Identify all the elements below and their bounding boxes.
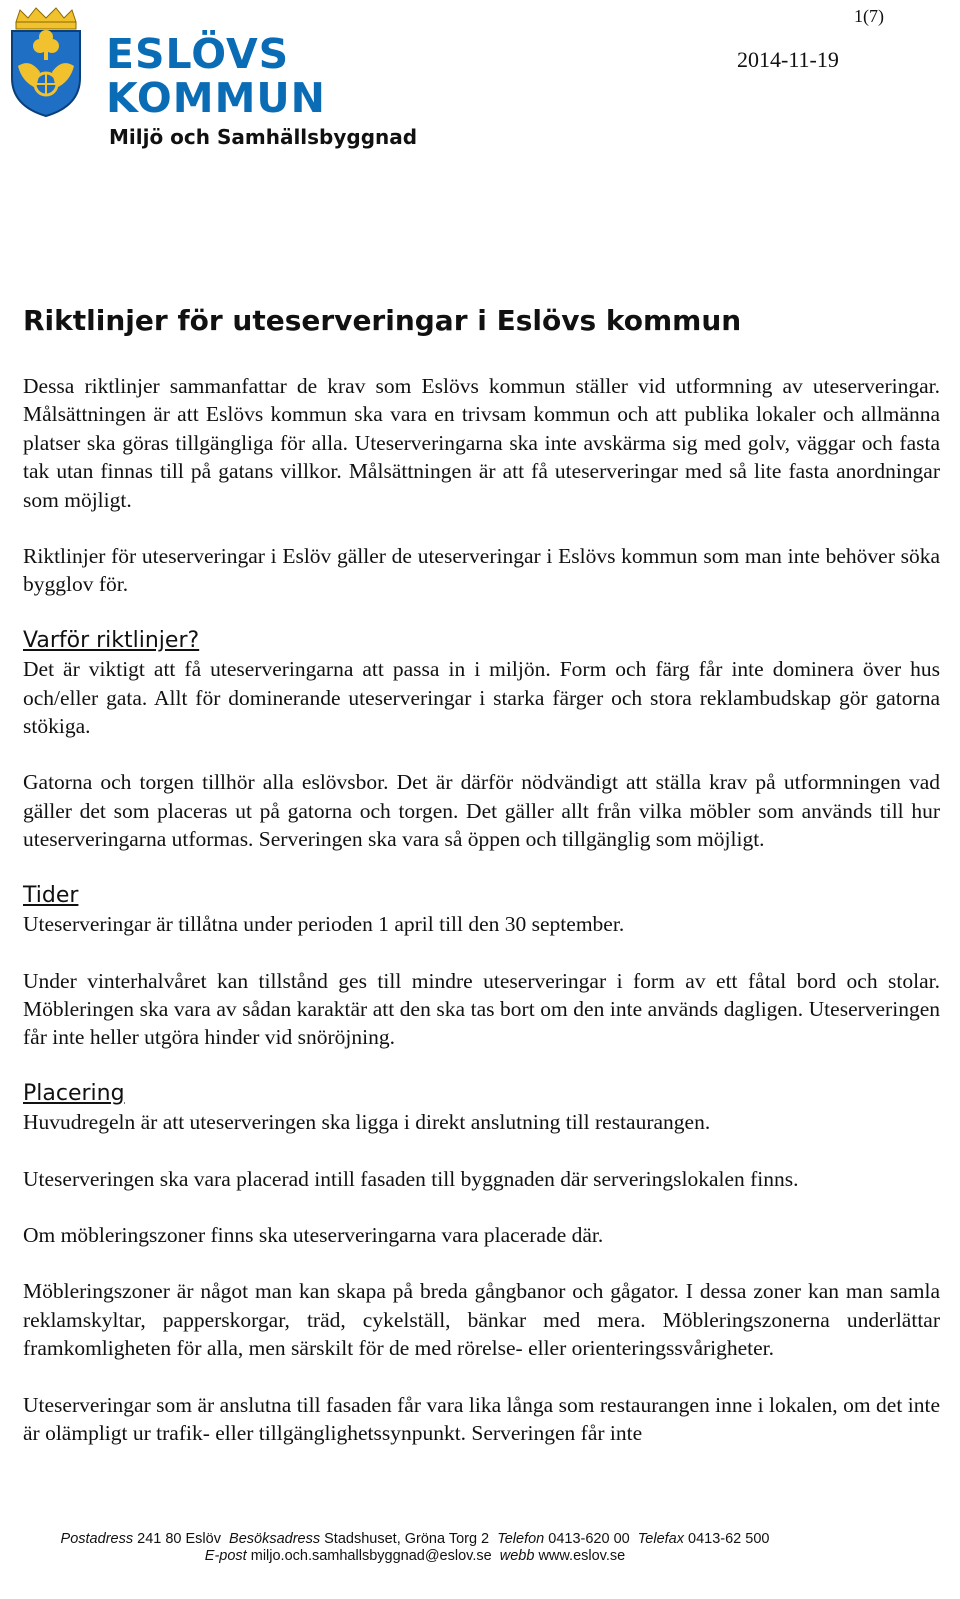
document-title: Riktlinjer för uteserveringar i Eslövs kommun [23,304,742,337]
footer-postal-value: 241 80 Eslöv [137,1531,221,1547]
footer-visit-value: Stadshuset, Gröna Torg 2 [324,1531,490,1547]
footer-postal-label: Postadress [60,1531,134,1547]
footer-email-link[interactable]: miljo.och.samhallsbyggnad@eslov.se [250,1548,492,1564]
body-paragraph: Uteserveringar som är anslutna till fasaden får vara lika långa som restaurangen inne i lokalen, om det inte är olämpligt ur trafik- eller tillgänglighetssynpunkt. Serveringen får inte [23,1392,940,1445]
body-paragraph: Om möbleringszoner finns ska uteserveringarna vara placerade där. [23,1222,604,1247]
footer-fax-label: Telefax [637,1531,684,1547]
footer-fax-value: 0413-62 500 [688,1531,770,1547]
footer-phone-label: Telefon [497,1531,545,1547]
body-paragraph: Gatorna och torgen tillhör alla eslövsbor. Det är därför nödvändigt att ställa krav på utformningen vad gäller det som placeras ut på gatorna och torgen. Det gäller allt från vilka möbler som används till hur uteserveringarna utformas. Serveringen ska vara så öppen och tillgänglig som möjligt. [23,770,940,852]
body-paragraph: Möbleringszoner är något man kan skapa på breda gångbanor och gågator. I dessa zoner kan man samla reklamskyltar, papperskorgar, träd, cykelställ, bänkar med mera. Möbleringszonerna underlättar framkomligheten för alla, men särskilt för de med rörelse- eller orienteringssvårigheter. [23,1279,940,1361]
footer-contact-line [0,1548,830,1564]
footer-phone-value: 0413-620 00 [548,1531,630,1547]
section-heading-why: Varför riktlinjer? [23,627,200,653]
logo-wordmark-line2: KOMMUN [106,74,326,122]
footer-address-line [0,1531,830,1547]
section-heading-placement: Placering [23,1080,125,1106]
page-number: 1(7) [854,6,884,26]
footer-email-label: E-post [204,1548,247,1564]
document-body [23,372,940,1447]
section-heading-times: Tider [23,882,79,908]
logo-wordmark-line1: ESLÖVS [106,30,290,78]
body-paragraph: Uteserveringen ska vara placerad intill fasaden till byggnaden där serveringslokalen finns. [23,1166,799,1191]
body-paragraph: Huvudregeln är att uteserveringen ska ligga i direkt anslutning till restaurangen. [23,1110,711,1135]
intro-paragraph: Riktlinjer för uteserveringar i Eslöv gäller de uteserveringar i Eslövs kommun som man inte behöver söka bygglov för. [23,544,940,597]
footer-web-link[interactable]: www.eslov.se [538,1548,626,1564]
footer-web-label: webb [499,1548,535,1564]
body-paragraph: Under vinterhalvåret kan tillstånd ges till mindre uteserveringar i form av ett fåtal bord och stolar. Möbleringen ska vara av sådan karaktär att den ska tas bort om den inte används dagligen. Uteserveringen får inte heller utgöra hinder vid snöröjning. [23,968,940,1050]
municipal-crest-logo [8,6,84,118]
body-paragraph: Uteserveringar är tillåtna under perioden 1 april till den 30 september. [23,912,625,937]
intro-paragraph: Dessa riktlinjer sammanfattar de krav som Eslövs kommun ställer vid utformning av uteserveringar. Målsättningen är att Eslövs kommun ska vara en trivsam kommun och att publika lokaler och allmänna platser ska göras tillgängliga för alla. Uteserveringarna ska inte avskärma sig med golv, väggar och fasta tak utan finnas till på gatans villkor. Målsättningen är att få uteserveringar med så lite fasta anordningar som möjligt. [23,374,940,512]
body-paragraph: Det är viktigt att få uteserveringarna att passa in i miljön. Form och färg får inte dominera över hus och/eller gata. Allt för dominerande uteserveringar i starka färger och stora reklambudskap gör gatorna stökiga. [23,657,940,739]
footer-visit-label: Besöksadress [229,1531,321,1547]
document-date: 2014-11-19 [737,47,839,72]
department-name: Miljö och Samhällsbyggnad [109,125,418,149]
